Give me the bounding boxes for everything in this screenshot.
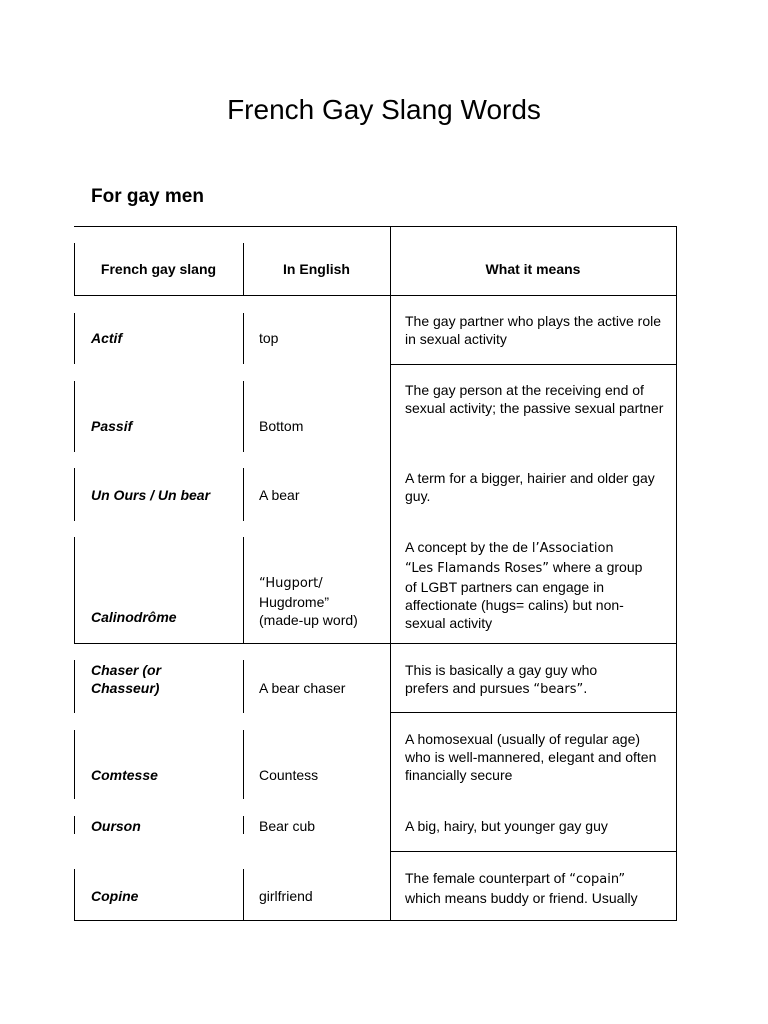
column-header: In English	[283, 261, 350, 277]
english-term: top	[259, 330, 279, 346]
slang-term: Chaser (or Chasseur)	[91, 662, 162, 696]
meaning: A big, hairy, but younger gay guy	[405, 818, 608, 834]
table-rule	[243, 537, 244, 643]
table-rule	[74, 869, 75, 921]
meaning: The gay partner who plays the active role in sexual activity	[405, 313, 662, 347]
table-rule	[74, 226, 677, 227]
meaning: The female counterpart of “copain” which means buddy or friend. Usually	[405, 870, 638, 906]
meaning: A concept by the de l’Association “Les Flamands Roses” where a group of LGBT partners can engage in affectionate (hugs= calins) but non- sexual activity	[405, 539, 643, 631]
table-rule	[243, 468, 244, 521]
slang-term: Calinodrôme	[91, 609, 177, 625]
table-rule	[74, 381, 75, 452]
table-rule	[74, 730, 75, 799]
table-rule	[74, 920, 677, 921]
document-title: French Gay Slang Words	[227, 94, 541, 125]
english-term-note: (made-up word)	[259, 612, 358, 628]
column-header: What it means	[485, 261, 581, 277]
table-rule	[74, 537, 75, 643]
english-term: Bottom	[259, 418, 304, 434]
english-term: Bear cub	[259, 818, 316, 834]
table-rule	[74, 643, 677, 644]
table-rule	[390, 851, 677, 852]
english-term-quote: “Hugport/	[259, 576, 323, 591]
table-rule	[390, 712, 677, 713]
column-header: French gay slang	[100, 261, 217, 277]
table-rule	[243, 869, 244, 921]
table-rule	[243, 313, 244, 364]
slang-term: Un Ours / Un bear	[91, 487, 211, 503]
english-term: Countess	[259, 767, 319, 783]
table-rule	[74, 816, 75, 834]
slang-term: Comtesse	[91, 767, 158, 783]
table-rule	[243, 730, 244, 799]
meaning: A homosexual (usually of regular age) who is well-mannered, elegant and often financially secure	[405, 731, 657, 783]
table-rule	[243, 381, 244, 452]
english-term-quote: Hugdrome”	[259, 594, 330, 610]
english-term: A bear	[259, 487, 300, 503]
english-term: A bear chaser	[259, 680, 346, 696]
table-rule	[243, 660, 244, 713]
meaning: The gay person at the receiving end of sexual activity; the passive sexual partner	[405, 382, 664, 416]
section-heading: For gay men	[91, 186, 204, 207]
table-rule	[74, 468, 75, 521]
table-rule	[243, 816, 244, 834]
table-rule	[74, 295, 677, 296]
table-rule	[74, 660, 75, 713]
english-term	[259, 573, 384, 629]
slang-term: Actif	[91, 330, 123, 346]
slang-term: Ourson	[91, 818, 141, 834]
table-rule	[676, 226, 677, 921]
meaning: This is basically a gay guy who prefers and pursues “bears”.	[405, 662, 598, 697]
english-term: girlfriend	[259, 888, 313, 904]
table-rule	[390, 364, 677, 365]
slang-term: Copine	[91, 888, 139, 904]
meaning: A term for a bigger, hairier and older gay guy.	[405, 470, 655, 504]
table-rule	[74, 313, 75, 364]
slang-term: Passif	[91, 418, 133, 434]
table-rule	[390, 226, 391, 921]
